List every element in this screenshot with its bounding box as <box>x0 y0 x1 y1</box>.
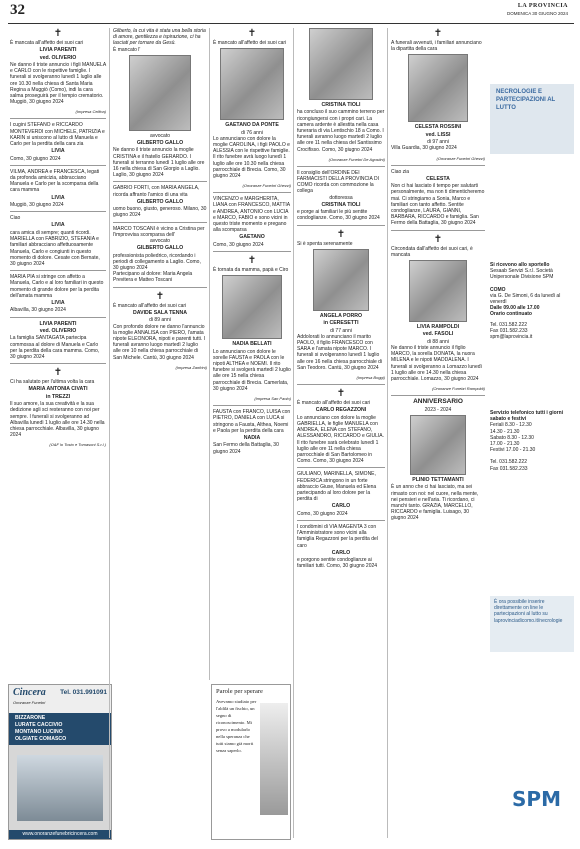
notice-intro: È tornata da mamma, papà e Ciro <box>213 267 289 274</box>
deceased-photo <box>313 249 369 311</box>
divider <box>10 118 106 119</box>
notice-body: Il suo amore, la sua creatività e la sua dedizione agli sci resteranno con noi per sempre. I funerali si svolgeranno ad Albavilla lunedì 1 luglio alle ore 14.30 nella chiesa parrocchiale. Albavilla, 30 giugno 2024 <box>10 401 105 439</box>
deceased-name: CRISTINA TIOLI <box>321 201 361 208</box>
column-5 <box>391 28 485 522</box>
notice-date: Albavilla, 30 giugno 2024 <box>10 307 66 314</box>
notice-body: Ne danno il triste annuncio i figli MANUELA e CARLO con le rispettive famiglie. I funerali si svolgeranno lunedì 1 luglio alle ore 10.30 nella chiesa di Santa Maria Regina a Muggiò (Como), indi la cara salma proseguirà per il tempio crematorio. Muggiò, 30 giugno 2024 <box>10 62 106 106</box>
notice-body: Non ci hai lasciato il tempo per salutarti personalmente, ma non ti dimenticheremo mai. Ci stringiamo a Sonia, Marco e familiari con tanto affetto. Sentite condoglianze, LAURA, GIANNI, BARBARA, RICCARDO e famiglia. San Fermo della Battaglia, 30 giugno 2024 <box>391 183 485 227</box>
anniversary-years: 2023 - 2024 <box>424 406 452 413</box>
cross-icon: ✝ <box>336 388 346 400</box>
cross-icon: ✝ <box>155 290 165 302</box>
funeral-home: (Onoranze Funebri Ghezzi) <box>242 183 291 189</box>
office-hours-note: Orario continuato <box>490 311 532 318</box>
deceased-age: di 77 anni <box>330 327 352 334</box>
deceased-name: LIVIA <box>51 299 65 306</box>
notice-date: San Fermo della Battaglia, 30 giugno 2024 <box>213 442 279 455</box>
notice-body: VILMA, ANDREA e FRANCESCA, legati da profonda amicizia, abbracciano Manuela e Carlo per la scomparsa della cara mamma <box>10 168 100 194</box>
deceased-name: ANGELA PORRO <box>319 312 363 319</box>
notice-intro: È mancata all'affetto dei suoi cari <box>10 40 84 46</box>
deceased-name: LIVIA <box>51 148 65 155</box>
funeral-home: (Onoranze Funebri Rampoldi) <box>432 386 485 392</box>
phone-service-title: Servizio telefonico tutti i giorni sabato e festivi <box>490 410 564 423</box>
notice-body: cara amica di sempre; quanti ricordi. MARIELLA con FABRIZIO, STEFANIA e familiari abbracciano affettuosamente Manuela, Carlo e congiunti in questo momento di dolore. Cesate con Bernate, 30 giugno 2024 <box>10 229 100 267</box>
divider <box>10 270 106 271</box>
deceased-name: LIVIA <box>51 194 65 201</box>
notice-date: Villa Guardia, 30 giugno 2024 <box>391 145 457 152</box>
office-hours: Dalle 09.00 alle 17.00 <box>490 305 540 312</box>
divider <box>113 287 207 288</box>
deceased-age: di 76 anni <box>241 129 263 136</box>
notice-body: GIULIANO, MARINELLA, SIMONE, FEDERICA stringono in un forte abbraccio Giuse, Manuela ed Elena partecipando al loro dolore per la perdita di <box>297 471 377 503</box>
deceased-age: di 89 anni <box>149 317 171 324</box>
deceased-photo <box>129 55 191 131</box>
notice-body: MARCO TOSCANI è vicino a Cristina per l'improvvisa scomparsa dell' <box>113 225 205 238</box>
deceased-name: CELESTA ROSSINI <box>414 124 462 131</box>
notice-intro: Ciao zia <box>391 168 410 175</box>
notice-intro: È mancato all'affetto dei suoi cari <box>297 400 371 407</box>
notice-body: Ne danno il triste annuncio la moglie CRISTINA e il fratello GERARDO. I funerali si terranno lunedì 1 luglio alle ore 16 nella chiesa di San Giorgio a Laglio. Laglio, 30 giugno 2024 <box>113 147 205 179</box>
notice-body: Lo annunciano con dolore le sorelle FAUSTA e PAOLA con le nipoti ALTHEA e NOEMI. Il rito funebre si svolgerà martedì 2 luglio alle ore 15 nella chiesa parrocchiale di Brecia. Camerlata, 30 giugno 2024 <box>213 348 291 392</box>
deceased-title: avvocato <box>149 132 170 139</box>
notice-date: Muggiò, 30 giugno 2024 <box>10 202 64 209</box>
anniversary-title: ANNIVERSARIO <box>413 398 463 406</box>
deceased-name: CARLO <box>331 549 351 556</box>
header-rule <box>8 23 574 24</box>
ad-location: LURATE CACCIVIO <box>15 722 63 728</box>
deceased-name: LIVIA PARENTI <box>39 47 77 54</box>
ad-location: OLGIATE COMASCO <box>15 736 67 742</box>
contact-heading: Si ricevono allo sportello <box>490 262 550 268</box>
notice-intro: È mancato l' <box>113 46 141 53</box>
funeral-home: (Onoranze Funebri De Agostini) <box>328 156 385 162</box>
fax-number: Fax 031.582.233 <box>490 465 528 472</box>
section-title: NECROLOGIE E PARTECIPAZIONI AL LUTTO <box>496 89 556 111</box>
notice-quote: Gilberto, la cui vita è stata una bella storia di amore, gentilezza e ispirazione, ci ha lasciati per tornare da Gesù. <box>113 28 206 47</box>
notice-body: FAUSTA con FRANCO, LUISA con PIETRO, DANIELA con LUCA si stringono a Fausta, Althea, Noemi e Paola per la perdita della cara <box>213 409 291 434</box>
deceased-photo <box>408 54 468 122</box>
notice-body: La famiglia SANTAGATA partecipa commossa al dolore di Manuela e Carlo per la perdita della cara mamma. Como, 30 giugno 2024 <box>10 335 100 360</box>
ad-subtitle: Onoranze Funebri <box>13 700 46 705</box>
phone-number[interactable]: Tel. 031.582.222 <box>490 459 527 466</box>
poem-box <box>211 684 291 840</box>
notice-intro: Ciao <box>10 215 21 222</box>
cross-icon: ✝ <box>53 28 63 39</box>
ad-header <box>9 685 111 713</box>
cross-icon: ✝ <box>53 367 63 379</box>
deceased-photo <box>222 275 282 339</box>
ad-phone: Tel. 031.991091 <box>60 689 107 696</box>
divider <box>297 520 385 521</box>
column-divider <box>387 28 388 838</box>
column-4 <box>297 28 385 570</box>
divider <box>10 165 106 166</box>
deceased-name: CARLO <box>331 503 351 510</box>
schedule-row: Sabato 8.30 - 12.30 <box>490 434 534 441</box>
notice-intro: Ci ha salutato per l'ultima volta la cara <box>10 379 95 386</box>
notice-body: Lo annunciano con dolore la moglie CAROLINA, i figli PAOLO e ALESSIA con le rispettive famiglie. Il rito funebre avrà luogo lunedì 1 luglio alle ore 10.30 nella chiesa parrocchiale di Brecia. Como, 30 giugno 2024 <box>213 135 290 180</box>
deceased-name: NADIA BELLATI <box>232 341 272 348</box>
deceased-name: PLINIO TETTAMANTI <box>412 476 464 483</box>
column-divider <box>293 28 294 838</box>
deceased-photo <box>409 260 467 322</box>
deceased-age: di 97 anni <box>427 139 449 146</box>
deceased-name: LIVIA RAMPOLDI <box>416 324 460 331</box>
deceased-name: GAETANO DA PONTE <box>225 122 279 129</box>
funeral-home: (Impresa Zanfrini) <box>175 364 207 370</box>
newspaper-brand: LA PROVINCIA <box>517 3 568 9</box>
issue-date: DOMENICA 30 GIUGNO 2024 <box>506 11 568 16</box>
notice-body: Ne danno il triste annuncio il figlio MARCO, la sorella DONATA, la nuora MILENA e le nipoti MADDALENA. I funerali si svolgeranno a Lomazzo lunedì 1 luglio alle ore 14.30 nella chiesa parrocchiale. Lomazzo, 30 giugno 2024 <box>391 345 482 383</box>
notice-intro: È mancato all'affetto dei suoi cari <box>213 40 287 46</box>
funeral-home: (Impresa San Paolo) <box>254 396 291 402</box>
schedule-row: 17.00 - 21.30 <box>490 441 520 448</box>
schedule-row: Festivi 17.00 - 21.30 <box>490 447 536 454</box>
divider <box>113 181 207 182</box>
notice-body: GABRIO FORTI, con MARIA ANGELA, ricorda affranto l'amico di una vita <box>113 185 200 198</box>
deceased-name: MARIA ANTONIA CIVATI <box>28 386 88 393</box>
notice-body: uomo buono, giusto, generoso. Milano, 30 giugno 2024 <box>113 206 207 219</box>
cross-icon: ✝ <box>433 233 443 245</box>
divider <box>10 211 106 212</box>
poem-title: Parole per sperare <box>216 688 263 695</box>
schedule-row: 14.30 - 21.30 <box>490 428 520 435</box>
notice-body: professionista poliedrico, ricordando i periodi di collegamento a Laglio. Como, 30 giugno 2024 <box>113 252 201 272</box>
funeral-home: (Impresa Cellina) <box>75 109 106 115</box>
notice-body: Lo annunciano con dolore la moglie GABRIELLA, le figlie MANUELA con ANDREA, ELENA con STEFANO, ALESSANDRO, RICCARDO e GIULIA. Il rito funebre sarà celebrato lunedì 1 luglio alle ore 11 nella chiesa parrocchiale di San Bartolomeo in Como. Como, 30 giugno 2024 <box>297 414 384 465</box>
fax-number: Fax 031.582.233 <box>490 327 528 334</box>
funeral-home-ad[interactable] <box>8 684 112 840</box>
divider <box>213 405 291 406</box>
office-address: via G. De Simoni, 6 da lunedì al venerdì <box>490 292 561 306</box>
notice-intro: A funerali avvenuti, i familiari annunciano la dipartita della cara <box>391 40 482 53</box>
deceased-name: CRISTINA TIOLI <box>321 102 361 108</box>
schedule-row: Feriali 8.30 - 12.30 <box>490 422 532 429</box>
ad-url[interactable]: www.onoranzefunebricincera.com <box>9 830 111 839</box>
divider <box>297 166 385 167</box>
phone-number[interactable]: Tel. 031.582.222 <box>490 321 527 328</box>
deceased-age: di 88 anni <box>427 338 449 345</box>
promo-text: È ora possibile inserire direttamente on line le partecipazioni al lutto su laprovinciadicomo.it/necrologie <box>494 599 563 624</box>
deceased-name-2: ved. OLIVERIO <box>39 54 77 61</box>
deceased-name: DAVIDE SALA TENNA <box>133 309 187 316</box>
funeral-home: (Onoranze Funebri Ghezzi) <box>436 155 485 161</box>
deceased-name: CELESTA <box>426 175 450 182</box>
notice-date: Como, 30 giugno 2024 <box>10 155 61 162</box>
deceased-name: CARLO REGAZZONI <box>315 407 367 414</box>
notice-body: I cugini STEFANO e RICCARDO MONTEVERDI con MICHELE, PATRIZIA e KARIN si uniscono al lutto di Manuela e Carlo per la perdita della cara zia <box>10 122 105 148</box>
funeral-home: (Impresa Boggi) <box>356 375 385 381</box>
deceased-name: GILBERTO GALLO <box>136 245 184 252</box>
page-number: 32 <box>10 2 25 18</box>
column-divider <box>209 28 210 680</box>
deceased-name: GILBERTO GALLO <box>136 198 184 205</box>
section-box <box>490 84 574 154</box>
divider <box>391 395 485 396</box>
notice-intro: Si è spenta serenamente <box>297 240 353 247</box>
deceased-name: LIVIA PARENTI <box>39 320 77 327</box>
notice-body: Addolorati lo annunciano il marito PAOLO, il figlio FRANCESCO con SARA e l'amata nipote MARCO. I funerali si svolgeranno lunedì 1 luglio alle ore 16 nella chiesa parrocchiale di San Teodoro. Cantù, 30 giugno 2024 <box>297 333 383 371</box>
notice-date: Como, 30 giugno 2024 <box>297 510 348 517</box>
deceased-name: GILBERTO GALLO <box>136 140 184 147</box>
poem-text: Avevamo studiato per l'aldilà un fischio, un segno di riconoscimento. Mi provo a modularlo nella speranza che tutti siamo già morti senza saperlo. <box>216 699 257 753</box>
divider <box>391 165 485 166</box>
deceased-name: NADIA <box>243 434 261 441</box>
divider <box>10 317 106 318</box>
divider <box>10 363 106 364</box>
cross-icon: ✝ <box>247 28 257 39</box>
column-2 <box>113 28 207 374</box>
deceased-name-2: ved. FASOLI <box>422 331 454 338</box>
notice-body: I condòmini di VIA MAGENTA 3 con l'Amministratore sono vicini alla famiglia Regazzoni per la perdita del caro <box>297 523 378 549</box>
notice-date: Como, 30 giugno 2024 <box>213 241 264 248</box>
deceased-name-2: in TREZZI <box>45 393 71 400</box>
divider <box>297 225 385 226</box>
contact-info <box>490 262 574 340</box>
page-header <box>0 0 580 22</box>
phone-service <box>490 410 574 472</box>
notice-body: MARIA PIA si stringe con affetto a Manuela, Carlo e al loro familiari in questo momento di grande dolore per la perdita dell'amata mamma <box>10 274 104 299</box>
divider <box>391 230 485 231</box>
ad-locations <box>9 713 111 745</box>
notice-body: Il consiglio dell'ORDINE DEI FARMACISTI DELLA PROVINCIA DI COMO ricorda con commozione la collega <box>297 169 379 195</box>
notice-body: VINCENZO e MARGHERITA, LIANA con FRANCESCO, MATTIA e ANDREA, ANTONIO con LUCIA e MARCO, FABIO e sono vicini in questo triste momento e pregano alla scomparsa <box>213 196 290 234</box>
notice-body: e porge ai familiari le più sentite condoglianze. Como, 30 giugno 2024 <box>297 209 380 222</box>
deceased-photo <box>410 415 466 475</box>
spm-logo: SPM <box>512 787 561 811</box>
notice-body: È un anno che ci hai lasciato, ma sei rimasto con noi: nel cuore, nella mente, nei pensieri e nell'aria. Ti ricordano, ci manchi tanto. GRAZIA, MARCELLO, RICCARDO e famiglia. Luisago, 30 giugno 2024 <box>391 484 479 522</box>
deceased-photo <box>309 28 373 100</box>
cross-icon: ✝ <box>247 255 257 267</box>
online-promo[interactable] <box>490 596 574 652</box>
column-divider <box>109 28 110 838</box>
notice-body: Con profondo dolore ne danno l'annuncio la moglie ANNALISA con PIERO, l'amata nipote ELEONORA, nipoti e parenti tutti. I funerali avranno luogo martedì 2 luglio alle ore 10 nella chiesa parrocchiale di San Michele. Cantù, 30 giugno 2024 <box>113 323 205 361</box>
notice-participants: Partecipano al dolore: Maria Angela Previtera e Matteo Toscani <box>113 271 193 284</box>
divider <box>297 467 385 468</box>
contact-body: Sesaab Servizi S.r.l. Società Unipersonale Divisione SPM <box>490 268 554 281</box>
ad-brand: Cincera <box>13 687 46 698</box>
divider <box>213 251 291 252</box>
divider <box>213 192 291 193</box>
poem-image <box>260 703 288 815</box>
notice-intro: Circondata dall'affetto dei suoi cari, è mancata <box>391 245 473 258</box>
divider <box>113 222 207 223</box>
ad-building-image <box>17 755 103 821</box>
ad-location: MONTANO LUCINO <box>15 729 63 735</box>
deceased-name: LIVIA <box>51 222 65 229</box>
deceased-name: GAETANO <box>239 234 265 241</box>
column-1 <box>10 28 106 451</box>
office-city: COMO <box>490 286 506 293</box>
cross-icon: ✝ <box>336 228 346 240</box>
deceased-name-2: ved. LISSI <box>425 131 451 138</box>
notice-body: ha concluso il suo cammino terreno per ricongiungersi con i propri cari. La camera ardente è allestita nella casa funeraria di via Lentischio 18 a Como. I funerali avranno luogo martedì 2 luglio alle ore 11 nella chiesa del Santissimo Crocifisso. Como, 30 giugno 2024 <box>297 109 385 153</box>
deceased-photo <box>220 48 284 120</box>
deceased-title: avvocato <box>149 238 170 245</box>
notice-body: e porgono sentite condoglianze ai familiari tutti. Como, 30 giugno 2024 <box>297 557 378 570</box>
ad-location: BIZZARONE <box>15 715 46 721</box>
divider <box>297 384 385 385</box>
deceased-name-2: in CERESETTI <box>323 320 359 327</box>
deceased-name-2: ved. OLIVERIO <box>39 327 77 334</box>
column-3 <box>213 28 291 455</box>
notice-intro: È mancato all'affetto dei suoi cari <box>113 302 187 309</box>
email-link[interactable]: spm@laprovincia.it <box>490 334 533 341</box>
cross-icon: ✝ <box>433 28 443 39</box>
deceased-title: dottoressa <box>329 194 353 201</box>
funeral-home: (O&F lo Tosto e Tomasoni S.r.l.) <box>49 442 106 448</box>
